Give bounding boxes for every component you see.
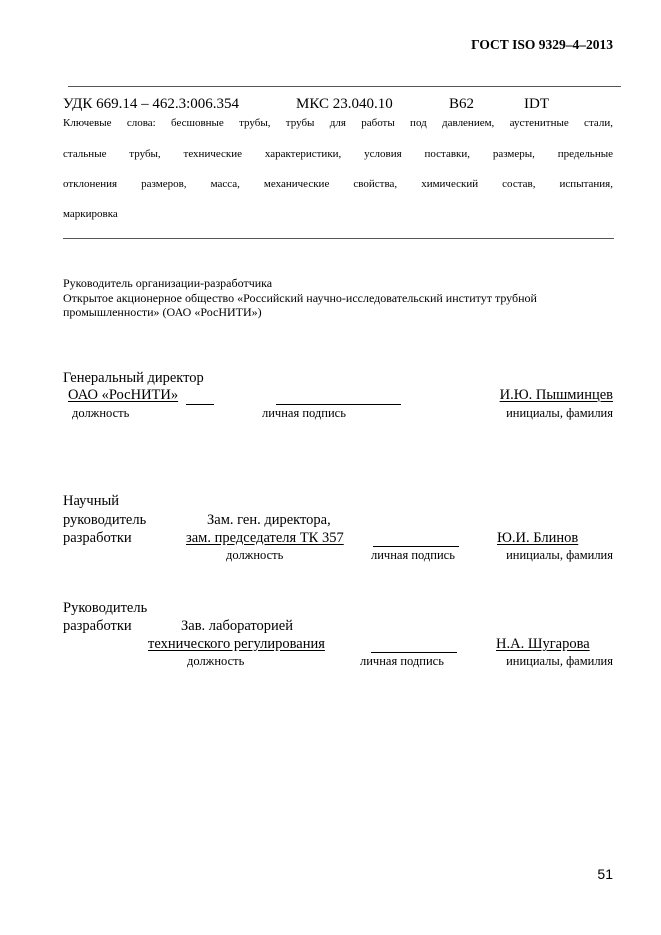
director-position-caption: должность [72,406,130,420]
sci-lead-signature-line [373,546,459,547]
org-title: Руководитель организации-разработчика [63,276,273,290]
sci-lead-name: Ю.И. Блинов [497,530,579,546]
director-role: Генеральный директор [63,370,204,386]
sci-lead-role-1: Научный [63,493,119,509]
director-name: И.Ю. Пышминцев [499,387,613,403]
keywords-line-2: стальные трубы, технические характеристики, условия поставки, размеры, предельные [63,148,613,160]
director-signature-line [276,404,401,405]
mks-code: МКС 23.040.10 [296,96,393,112]
udk-code: УДК 669.14 – 462.3:006.354 [63,96,240,112]
keywords-line-3: отклонения размеров, масса, механические свойства, химический состав, испытания, [63,178,613,190]
dev-lead-signature-line [371,652,457,653]
sci-lead-position-1: Зам. ген. директора, [207,512,331,528]
dev-lead-name-caption: инициалы, фамилия [506,654,613,668]
org-name-line-2: промышленности» (ОАО «РосНИТИ») [63,305,262,319]
dev-lead-position-caption: должность [187,654,245,668]
keywords-line-1: Ключевые слова: бесшовные трубы, трубы для работы под давлением, аустенитные стали, [63,117,613,129]
keywords-line-4: маркировка [63,208,118,220]
director-position: ОАО «РосНИТИ» [68,387,179,403]
director-name-caption: инициалы, фамилия [506,406,613,420]
director-signature-caption: личная подпись [262,406,346,420]
sci-lead-role-2: руководитель [63,512,147,528]
dev-lead-role-1: Руководитель [63,600,148,616]
dev-lead-position-1: Зав. лабораторией [181,618,294,634]
sci-lead-signature-caption: личная подпись [371,548,455,562]
sci-lead-position-2: зам. председателя ТК 357 [186,530,344,546]
sci-lead-role-3: разработки [63,530,132,546]
bottom-divider [63,238,614,239]
sci-lead-position-caption: должность [226,548,284,562]
director-position-underline-tail [186,404,214,405]
org-name-line-1: Открытое акционерное общество «Российский научно-исследовательский институт трубной [63,291,537,305]
page-number: 51 [597,866,613,882]
sci-lead-name-caption: инициалы, фамилия [506,548,613,562]
top-divider [68,86,621,87]
group-code: В62 [449,96,475,112]
standard-designation: ГОСТ ISO 9329–4–2013 [471,37,613,52]
dev-lead-name: Н.А. Шугарова [496,636,590,652]
degree-code: IDT [524,96,549,112]
dev-lead-position-2: технического регулирования [148,636,325,652]
dev-lead-signature-caption: личная подпись [360,654,444,668]
dev-lead-role-2: разработки [63,618,132,634]
